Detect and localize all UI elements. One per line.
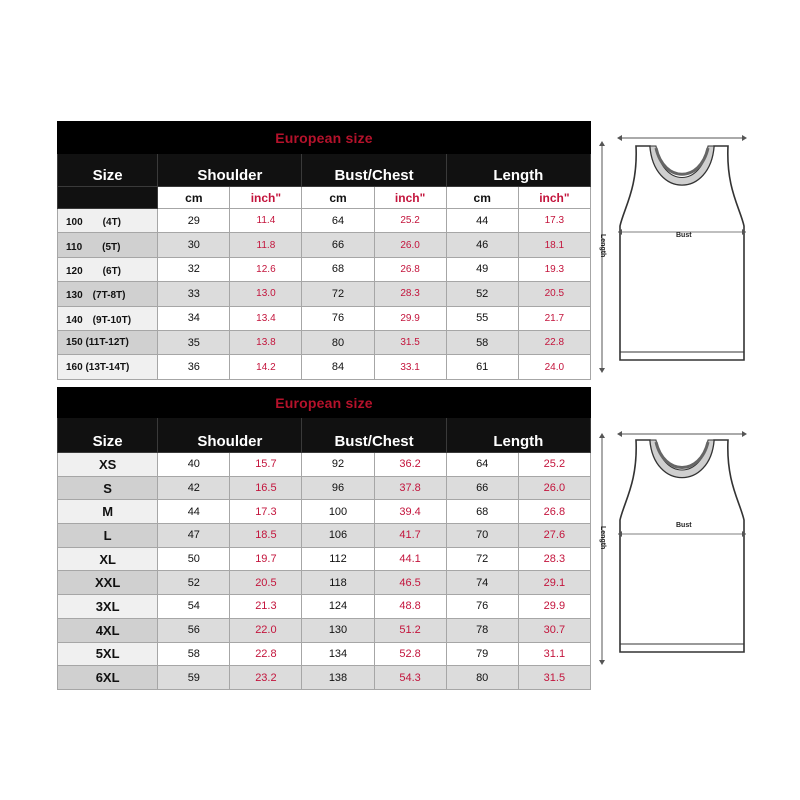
shoulder-in-cell: 19.7 [230,547,302,571]
bust-cm-cell: 72 [302,282,374,306]
table-row [58,453,591,477]
bust-cm-cell: 84 [302,355,374,379]
bust-in-cell: 26.0 [374,233,446,257]
shoulder-cm-cell: 54 [158,595,230,619]
length-in-cell: 22.8 [518,330,590,354]
length-in-cell: 20.5 [518,282,590,306]
length-in-cell: 19.3 [518,257,590,281]
length-cm-cell: 72 [446,547,518,571]
bust-cm-cell: 64 [302,209,374,233]
adult-size-table [57,387,591,690]
bust-header: Bust/Chest [302,418,446,453]
length-cm-cell: 74 [446,571,518,595]
table-row [58,476,591,500]
size-header: Size [58,418,158,453]
shoulder-cm-cell: 56 [158,618,230,642]
shoulder-cm-cell: 52 [158,571,230,595]
size-cell: 140 (9T-10T) [58,306,158,330]
length-cm-cell: 66 [446,476,518,500]
size-cell: XS [58,453,158,477]
tank-top-diagram-bottom [592,424,762,674]
shoulder-header: Shoulder [158,154,302,187]
length-in-cell: 27.6 [518,524,590,548]
shoulder-in-cell: 21.3 [230,595,302,619]
shoulder-cm-cell: 59 [158,666,230,690]
length-cm-cell: 61 [446,355,518,379]
shoulder-cm-cell: 30 [158,233,230,257]
bust-in-cell: 29.9 [374,306,446,330]
length-cm-cell: 76 [446,595,518,619]
size-cell: XXL [58,571,158,595]
length-in-cell: 29.9 [518,595,590,619]
size-cell: L [58,524,158,548]
table-row [58,257,591,281]
shoulder-inch-unit: inch" [230,187,302,209]
length-header: Length [446,418,590,453]
table-row [58,209,591,233]
table-row [58,233,591,257]
size-header: Size [58,154,158,187]
shoulder-in-cell: 14.2 [230,355,302,379]
table-title: European size [58,122,591,154]
bust-cm-cell: 66 [302,233,374,257]
size-cell: 3XL [58,595,158,619]
shoulder-in-cell: 13.8 [230,330,302,354]
size-cell: 130 (7T-8T) [58,282,158,306]
bust-cm-cell: 96 [302,476,374,500]
shoulder-cm-cell: 36 [158,355,230,379]
bust-in-cell: 52.8 [374,642,446,666]
shoulder-in-cell: 18.5 [230,524,302,548]
bust-in-cell: 36.2 [374,453,446,477]
table-row [58,642,591,666]
bust-inch-unit: inch" [374,187,446,209]
size-cell: 110 (5T) [58,233,158,257]
length-label: Length [599,234,606,258]
table-row [58,666,591,690]
table-row [58,618,591,642]
bust-cm-cell: 138 [302,666,374,690]
length-cm-cell: 58 [446,330,518,354]
shoulder-in-cell: 16.5 [230,476,302,500]
bust-in-cell: 28.3 [374,282,446,306]
bust-cm-cell: 134 [302,642,374,666]
shoulder-cm-unit: cm [158,187,230,209]
size-cell: 6XL [58,666,158,690]
shoulder-cm-cell: 35 [158,330,230,354]
size-cell: 150 (11T-12T) [58,330,158,354]
length-in-cell: 26.8 [518,500,590,524]
bust-in-cell: 54.3 [374,666,446,690]
shoulder-in-cell: 23.2 [230,666,302,690]
table-row [58,524,591,548]
length-in-cell: 25.2 [518,453,590,477]
length-cm-cell: 79 [446,642,518,666]
shoulder-in-cell: 22.8 [230,642,302,666]
bust-in-cell: 48.8 [374,595,446,619]
shoulder-in-cell: 11.4 [230,209,302,233]
size-cell: M [58,500,158,524]
shoulder-cm-cell: 34 [158,306,230,330]
bust-in-cell: 31.5 [374,330,446,354]
shoulder-in-cell: 22.0 [230,618,302,642]
length-cm-cell: 80 [446,666,518,690]
shoulder-cm-cell: 47 [158,524,230,548]
bust-in-cell: 37.8 [374,476,446,500]
length-cm-cell: 70 [446,524,518,548]
table-title: European size [58,388,591,418]
size-unit-blank [58,187,158,209]
size-cell: 5XL [58,642,158,666]
table-row [58,500,591,524]
bust-in-cell: 46.5 [374,571,446,595]
length-in-cell: 21.7 [518,306,590,330]
table-row [58,595,591,619]
size-cell: 120 (6T) [58,257,158,281]
table-row [58,306,591,330]
shoulder-in-cell: 15.7 [230,453,302,477]
length-in-cell: 30.7 [518,618,590,642]
shoulder-in-cell: 20.5 [230,571,302,595]
length-cm-cell: 52 [446,282,518,306]
bust-in-cell: 26.8 [374,257,446,281]
bust-cm-cell: 118 [302,571,374,595]
bust-cm-cell: 80 [302,330,374,354]
bust-cm-cell: 92 [302,453,374,477]
length-cm-cell: 49 [446,257,518,281]
shoulder-cm-cell: 29 [158,209,230,233]
length-in-cell: 29.1 [518,571,590,595]
bust-in-cell: 51.2 [374,618,446,642]
shoulder-in-cell: 17.3 [230,500,302,524]
shoulder-header: Shoulder [158,418,302,453]
bust-cm-cell: 106 [302,524,374,548]
length-cm-cell: 44 [446,209,518,233]
shoulder-cm-cell: 32 [158,257,230,281]
table-row [58,282,591,306]
length-cm-cell: 78 [446,618,518,642]
tank-top-outline [592,128,762,378]
length-cm-cell: 46 [446,233,518,257]
length-cm-cell: 55 [446,306,518,330]
shoulder-cm-cell: 58 [158,642,230,666]
length-cm-unit: cm [446,187,518,209]
length-in-cell: 31.1 [518,642,590,666]
size-cell: XL [58,547,158,571]
length-in-cell: 26.0 [518,476,590,500]
size-cell: 160 (13T-14T) [58,355,158,379]
shoulder-in-cell: 12.6 [230,257,302,281]
bust-header: Bust/Chest [302,154,446,187]
shoulder-in-cell: 13.0 [230,282,302,306]
shoulder-cm-cell: 42 [158,476,230,500]
length-cm-cell: 64 [446,453,518,477]
bust-in-cell: 33.1 [374,355,446,379]
size-cell: 4XL [58,618,158,642]
tank-top-outline [592,424,762,674]
bust-cm-cell: 124 [302,595,374,619]
length-label: Length [599,526,606,550]
size-cell: 100 (4T) [58,209,158,233]
shoulder-cm-cell: 33 [158,282,230,306]
bust-in-cell: 41.7 [374,524,446,548]
table-row [58,547,591,571]
length-in-cell: 24.0 [518,355,590,379]
bust-cm-cell: 100 [302,500,374,524]
kids-size-table [57,121,591,380]
table-row [58,355,591,379]
table-row [58,571,591,595]
length-in-cell: 28.3 [518,547,590,571]
tank-top-diagram-top [592,128,762,378]
bust-cm-cell: 130 [302,618,374,642]
table-row [58,330,591,354]
shoulder-cm-cell: 40 [158,453,230,477]
bust-cm-cell: 68 [302,257,374,281]
length-in-cell: 17.3 [518,209,590,233]
length-header: Length [446,154,590,187]
bust-cm-unit: cm [302,187,374,209]
bust-label: Bust [676,232,692,239]
bust-cm-cell: 76 [302,306,374,330]
shoulder-in-cell: 11.8 [230,233,302,257]
bust-in-cell: 25.2 [374,209,446,233]
shoulder-cm-cell: 44 [158,500,230,524]
bust-in-cell: 44.1 [374,547,446,571]
shoulder-in-cell: 13.4 [230,306,302,330]
length-inch-unit: inch" [518,187,590,209]
size-cell: S [58,476,158,500]
length-in-cell: 31.5 [518,666,590,690]
bust-in-cell: 39.4 [374,500,446,524]
length-in-cell: 18.1 [518,233,590,257]
bust-cm-cell: 112 [302,547,374,571]
length-cm-cell: 68 [446,500,518,524]
bust-label: Bust [676,522,692,529]
shoulder-cm-cell: 50 [158,547,230,571]
